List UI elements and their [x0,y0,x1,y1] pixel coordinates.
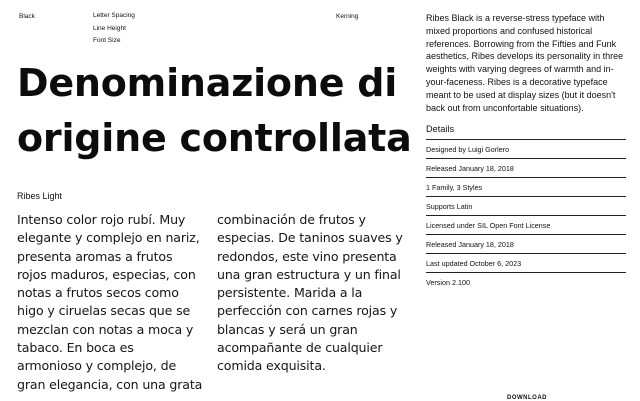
detail-released-2: Released January 18, 2018 [426,235,626,254]
text-line: mezclan con notas a moca y [17,321,194,337]
specimen-paragraph-right[interactable] [217,211,403,376]
text-line: comida exquisita. [217,358,326,374]
text-line: acompañante de cualquier [217,340,383,356]
specimen-headline[interactable] [17,56,412,166]
details-list [426,140,626,291]
detail-last-updated: Last updated October 6, 2023 [426,254,626,273]
text-line: combinación de frutos y [217,212,366,227]
detail-family-styles: 1 Family, 3 Styles [426,178,626,197]
line-height-control[interactable]: Line Height [93,25,126,32]
font-info-panel [426,12,626,291]
detail-license: Licensed under SIL Open Font License [426,216,626,235]
detail-designer: Designed by Luigi Gorlero [426,140,626,159]
text-line: blancas y será un gran [217,321,358,337]
text-line: armonioso y complejo, de [17,358,177,374]
text-line: Intenso color rojo rubí. Muy [17,212,186,227]
kerning-control[interactable]: Kerning [336,13,359,20]
font-size-control[interactable]: Font Size [93,37,121,44]
text-line: notas a frutos secos como [17,285,179,301]
text-line: higo y ciruelas secas que se [17,303,191,319]
download-button[interactable]: DOWNLOAD [507,395,547,401]
detail-language-support: Supports Latin [426,197,626,216]
details-heading: Details [426,124,626,140]
text-line: especias. De taninos suaves y [217,230,403,246]
text-line: tabaco. En boca es [17,340,134,356]
text-line: redondos, este vino presenta [217,248,397,264]
headline-line-2: origine controllata [17,116,412,160]
detail-version: Version 2.100 [426,278,470,288]
text-line: persistente. Marida a la [217,285,363,301]
text-line: rojos maduros, especias, con [17,266,196,282]
text-line: presenta aromas a frutos [17,248,173,264]
detail-released: Released January 18, 2018 [426,159,626,178]
text-line: una gran estructura y un final [217,266,401,282]
font-style-selector[interactable]: Black [19,13,35,20]
specimen-paragraph-left[interactable] [17,211,203,394]
font-description: Ribes Black is a reverse-stress typeface with mixed proportions and confused historical references. Borrowing from the Fifties and Funk aesthetics, Ribes develops its personality in three weights with varying degrees of warmth and in-your-faceness. Ribes is a decorative typeface meant to be used at display sizes (but it doesn't back out from unconfortable situations). [426,13,624,113]
text-line: gran elegancia, con una grata [17,376,203,392]
letter-spacing-control[interactable]: Letter Spacing [93,12,135,19]
headline-line-1: Denominazione di [17,61,398,105]
text-line: perfección con carnes rojas y [217,303,398,319]
style-label: Ribes Light [17,191,63,201]
text-line: elegante y complejo en nariz, [17,230,200,246]
